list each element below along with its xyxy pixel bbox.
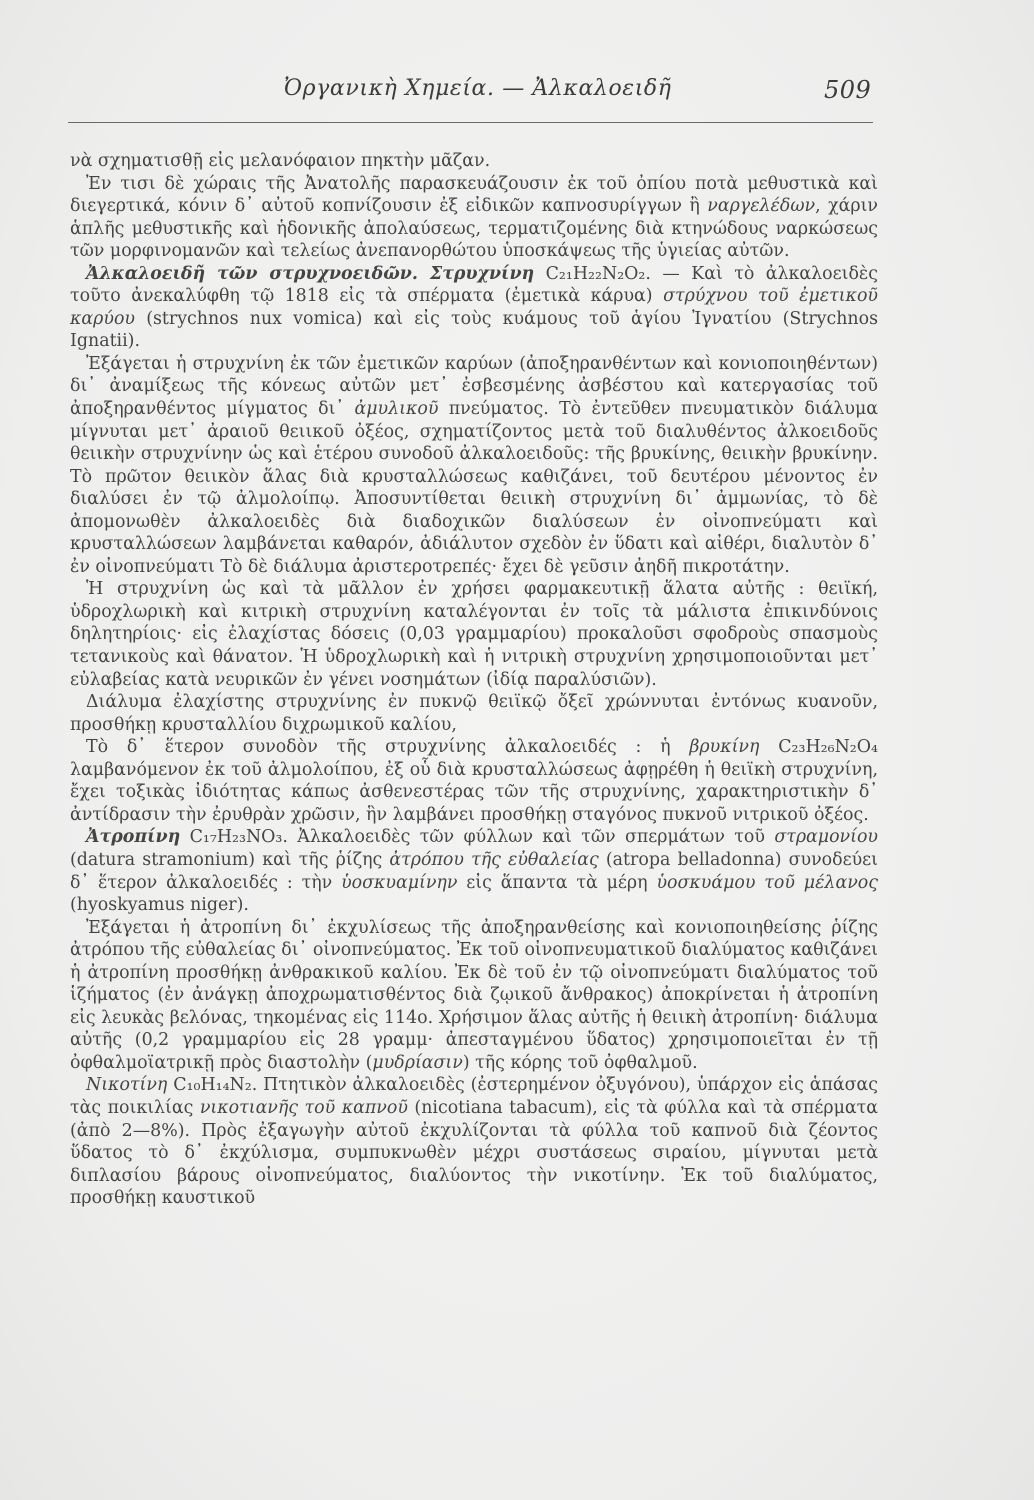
paragraph-atropine-extraction [70, 917, 878, 1075]
paragraph-brucine [70, 736, 878, 826]
paragraph-extraction [70, 353, 878, 578]
italic-term: βρυκίνη [689, 737, 760, 758]
paragraph-2 [70, 173, 878, 263]
text-run: Ἐξάγεται ἡ στρυχνίνη ἐκ τῶν ἐμετικῶν καρύων (ἀποξηρανθέντων καὶ κονιοποιηθέντων) δι᾽ ἀναμίξεως τῆς κόνεως αὐτῶν μετ᾽ ἐσβεσμένης ἀσβέστου καὶ κατεργασίας τοῦ ἀποξηρανθέντος μίγματος δι᾽ [70, 353, 878, 420]
paragraph-atropine [70, 826, 878, 916]
running-head [0, 74, 1034, 114]
text-run: (datura stramonium) καὶ τῆς ῥίζης [70, 849, 390, 870]
italic-term: μυδρίασιν [372, 1052, 463, 1073]
text-run: Ἐξάγεται ἡ ἀτροπίνη δι᾽ ἐκχυλίσεως τῆς ἀποξηρανθείσης καὶ κονιοποιηθείσης ῥίζης ἀτρόπου τῆς εὐθαλείας δι᾽ οἰνοπνεύματος. Ἐκ τοῦ οἰνοπνευματικοῦ διαλύματος καθιζάνει ἡ ἀτροπίνη προσθήκῃ ἀνθρακικοῦ καλίου. Ἐκ δὲ τοῦ ἐν τῷ οἰνοπνεύματι διαλύματος τοῦ ἱζήματος (ἐν ἀνάγκῃ ἀποχρωματισθέντος διὰ ζῳικοῦ ἄνθρακος) ἀποκρίνεται ἡ ἀτροπίνη εἰς λευκὰς βελόνας, τηκομένας εἰς 114ο. Χρήσιμον ἅλας αὐτῆς ἡ θειικὴ ἀτροπίνη· διάλυμα αὐτῆς (0,2 γραμμαρίου εἰς 28 γραμμ· ἀπεσταγμένου ὕδατος) χρησιμοποιεῖται ἐν τῇ ὀφθαλμοϊατρικῇ πρὸς διαστολὴν ( [70, 917, 878, 1073]
paragraph-salts [70, 578, 878, 691]
paragraph-nicotine [70, 1074, 878, 1209]
text-run: νὰ σχηματισθῇ εἰς μελανόφαιον πηκτὴν μᾶζαν. [70, 151, 491, 171]
text-run: (nicotiana tabacum), εἰς τὰ φύλλα καὶ τὰ σπέρματα (ἀπὸ 2—8%). Πρὸς ἐξαγωγὴν αὐτοῦ ἐκχυλίζονται τὰ φύλλα τοῦ καπνοῦ διὰ ζέοντος ὕδατος τὸ δ᾽ ἐκχύλισμα, συμπυκνωθὲν μέχρι συστάσεως σιραίου, μίγνυται μετὰ διπλασίου βάρους οἰνοπνεύματος, διαλύοντος τὴν νικοτίνην. Ἐκ τοῦ διαλύματος, προσθήκῃ καυστικοῦ [70, 1097, 878, 1209]
italic-term: στρύχνου τοῦ ἐμετικοῦ καρύου [70, 286, 879, 329]
text-run: Ἐν τισι δὲ χώραις τῆς Ἀνατολῆς παρασκευάζουσιν ἐκ τοῦ ὀπίου ποτὰ μεθυστικὰ καὶ διεγερτικά, κόνιν δ᾽ αὐτοῦ κοπνίζουσιν ἐξ εἰδικῶν καπνοσυρίγγων ἢ [70, 173, 878, 217]
paragraph-strychnine [70, 263, 878, 353]
text-run: C₂₁H₂₂N₂O₂. — Καὶ τὸ ἀλκαλοειδὲς τοῦτο ἀνεκαλύφθη τῷ 1818 εἰς τὰ σπέρματα (ἐμετικὰ κάρυα) [70, 263, 878, 307]
text-run: Διάλυμα ἐλαχίστης στρυχνίνης ἐν πυκνῷ θειϊκῷ ὄξεῖ χρώννυται ἐντόνως κυανοῦν, προσθήκῃ κρυσταλλίου διχρωμικοῦ καλίου, [70, 692, 878, 735]
paragraph-reaction [70, 691, 878, 736]
text-run: πνεύματος. Τὸ ἐντεῦθεν πνευματικὸν διάλυμα μίγνυται μετ᾽ ἀραιοῦ θειικοῦ ὀξέος, σχηματίζοντος μετὰ τοῦ διαλυθέντος ἀλκοειδοῦς θειικὴν στρυχνίνην ὡς καὶ ἑτέρου συνοδοῦ ἀλκαλοειδοῦς: τῆς βρυκίνης, θειικὴν βρυκίνην. Τὸ πρῶτον θειικὸν ἅλας διὰ κρυσταλλώσεως καθιζάνει, τοῦ δευτέρου μένοντος ἐν διαλύσει ἐν τῷ ἀλμολοίπῳ. Ἀποσυντίθεται θειικὴ στρυχνίνη δι᾽ ἀμμωνίας, τὸ δὲ ἀπομονωθὲν ἀλκαλοειδὲς διὰ διαδοχικῶν διαλύσεων ἐν οἰνοπνεύματι καὶ κρυσταλλώσεων λαμβάνεται καθαρόν, ἀδιάλυτον σχεδὸν ἐν ὕδατι καὶ αἰθέρι, διαλυτὸν δ᾽ ἐν οἰνοπνεύματι Τὸ δὲ διάλυμα ἀριστεροτρεπές· ἔχει δὲ γεῦσιν ἀηδῆ πικροτάτην. [70, 399, 878, 577]
text-run: C₂₃H₂₆N₂O₄ λαμβανόμενον ἐκ τοῦ ἀλμολοίπου, ἐξ οὗ διὰ κρυσταλλώσεως ἀφῃρέθη ἡ θειϊκὴ στρυχνίνη, ἔχει τοξικὰς ἰδιότητας κάπως ἀσθενεστέρας τῶν τῆς στρυχνίνης, χαρακτηριστικὴν δ᾽ ἀντίδρασιν τὴν ἐρυθρὰν χρῶσιν, ἣν λαμβάνει προσθήκῃ σταγόνος πυκνοῦ νιτρικοῦ ὀξέος. [70, 737, 878, 825]
header-rule [68, 122, 873, 123]
text-run: (atropa belladonna) συνοδεύει δ᾽ ἕτερον ἀλκαλοειδές : τὴν [70, 849, 879, 893]
italic-term: ὑοσκυάμου τοῦ μέλανος [656, 872, 878, 893]
text-run: Τὸ δ᾽ ἕτερον συνοδὸν τῆς στρυχνίνης ἀλκαλοειδές : ἡ [86, 737, 690, 758]
italic-term: στραμονίου [774, 827, 878, 848]
italic-term: ἀμυλικοῦ [354, 399, 439, 420]
text-run: (strychnos nux vomica) καὶ εἰς τοὺς κυάμους τοῦ ἁγίου Ἰγνατίου (Strychnos Ignatii). [70, 308, 878, 352]
text-run: Ἡ στρυχνίνη ὡς καὶ τὰ μᾶλλον ἐν χρήσει φαρμακευτικῇ ἅλατα αὐτῆς : θειϊκή, ὑδροχλωρικὴ καὶ κιτρικὴ στρυχνίνη καταλέγονται ἐν τοῖς τὰ μάλιστα ἐπικινδύνοις δηλητηρίοις· εἰς ἐλαχίστας δόσεις (0,03 γραμμαρίου) προκαλοῦσι σφοδροὺς σπασμοὺς τετανικοὺς καὶ θάνατον. Ἡ ὑδροχλωρικὴ καὶ ἡ νιτρικὴ στρυχνίνη χρησιμοποιοῦνται μετ᾽ εὐλαβείας κατὰ νευρικῶν ἐν γένει νοσημάτων (ἰδίᾳ παραλύσιῶν). [70, 579, 878, 690]
body-text [70, 150, 878, 1210]
italic-term: ναργελέδων [707, 196, 816, 217]
section-heading: Ἀλκαλοειδῆ τῶν στρυχνοειδῶν. Στρυχνίνη [86, 263, 535, 284]
text-run: , χάριν ἁπλῆς μεθυστικῆς καὶ ἡδονικῆς ἀπολαύσεως, τερματιζομένης διὰ κτηνώδους ναρκώσεως τῶν μορφινομανῶν καὶ τελείως ἀνεπανορθώτου ὑποσκάψεως τῆς ὑγιείας αὐτῶν. [70, 196, 879, 262]
text-run: C₁₀H₁₄N₂. Πτητικὸν ἀλκαλοειδὲς (ἐστερημένον ὀξυγόνου), ὑπάρχον εἰς ἁπάσας τὰς ποικιλίας [70, 1075, 878, 1118]
paragraph-1 [70, 150, 878, 173]
italic-term: νικοτιανῆς τοῦ καπνοῦ [199, 1097, 408, 1118]
running-head-title: Ὀργανικὴ Χημεία. — Ἀλκαλοειδῆ [284, 76, 672, 101]
text-run: ) τῆς κόρης τοῦ ὀφθαλμοῦ. [462, 1052, 698, 1073]
italic-term: ἀτρόπου τῆς εὐθαλείας [389, 849, 599, 870]
page-number: 509 [824, 76, 872, 104]
text-run: εἰς ἅπαντα τὰ μέρη [457, 872, 657, 893]
text-run: (hyoskyamus niger). [70, 895, 249, 916]
section-heading: Ἀτροπίνη [86, 827, 181, 848]
text-run: C₁₇H₂₃NO₃. Ἀλκαλοειδὲς τῶν φύλλων καὶ τῶν σπερμάτων τοῦ [180, 827, 775, 848]
section-heading: Νικοτίνη [86, 1075, 168, 1096]
italic-term: ὑοσκυαμίνην [341, 872, 458, 893]
